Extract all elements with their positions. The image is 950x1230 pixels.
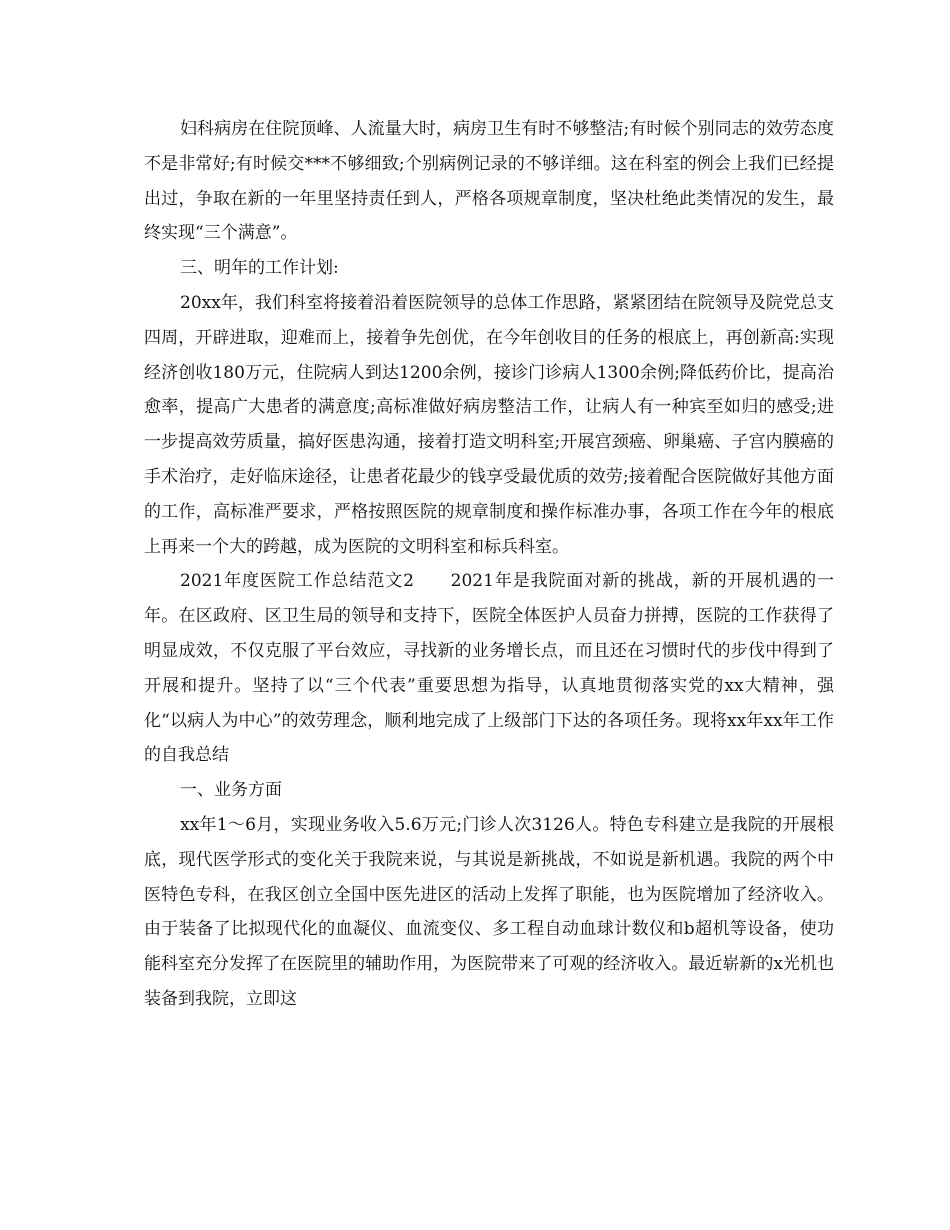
paragraph-business: xx年1～6月，实现业务收入5.6万元;门诊人次3126人。特色专科建立是我院的开展根底，现代医学形式的变化关于我院来说，与其说是新挑战，不如说是新机遇。我院的两个中医特色专科，在我区创立全国中医先进区的活动上发挥了职能，也为医院增加了经济收入。由于装备了比拟现代化的血凝仪、血流变仪、多工程自动血球计数仪和b超机等设备，使功能科室充分发挥了在医院里的辅助作用，为医院带来了可观的经济收入。最近崭新的x光机也装备到我院，立即这 [144, 814, 834, 1009]
heading-business: 一、业务方面 [180, 780, 282, 801]
paragraph-summary-intro: 2021年度医院工作总结范文2 2021年是我院面对新的挑战，新的开展机遇的一年。在区政府、区卫生局的领导和支持下，医院全体医护人员奋力拼搏，医院的工作获得了明显成效，不仅克服了平台效应，寻找新的业务增长点，而且还在习惯时代的步伐中得到了开展和提升。坚持了以“三个代表”重要思想为指导，认真地贯彻落实党的xx大精神，强化“以病人为中心”的效劳理念，顺利地完成了上级部门下达的各项任务。现将xx年xx年工作的自我总结 [144, 571, 834, 766]
paragraph-ward-issues: 妇科病房在住院顶峰、人流量大时，病房卫生有时不够整洁;有时候个别同志的效劳态度不是非常好;有时候交***不够细致;个别病例记录的不够详细。这在科室的例会上我们已经提出过，争取在新的一年里坚持责任到人，严格各项规章制度，坚决杜绝此类情况的发生，最终实现“三个满意”。 [144, 119, 834, 244]
document-page [144, 112, 834, 1017]
paragraph-work-plan: 20xx年，我们科室将接着沿着医院领导的总体工作思路，紧紧团结在院领导及院党总支四周，开辟进取，迎难而上，接着争先创优，在今年创收目的任务的根底上，再创新高:实现经济创收180万元，住院病人到达1200余例，接诊门诊病人1300余例;降低药价比，提高治愈率，提高广大患者的满意度;高标准做好病房整洁工作，让病人有一种宾至如归的感受;进一步提高效劳质量，搞好医患沟通，接着打造文明科室;开展宫颈癌、卵巢癌、子宫内膜癌的手术治疗，走好临床途径，让患者花最少的钱享受最优质的效劳;接着配合医院做好其他方面的工作，高标准严要求，严格按照医院的规章制度和操作标准办事，各项工作在今年的根底上再来一个大的跨越，成为医院的文明科室和标兵科室。 [144, 292, 834, 557]
heading-next-year-plan: 三、明年的工作计划: [180, 258, 339, 279]
